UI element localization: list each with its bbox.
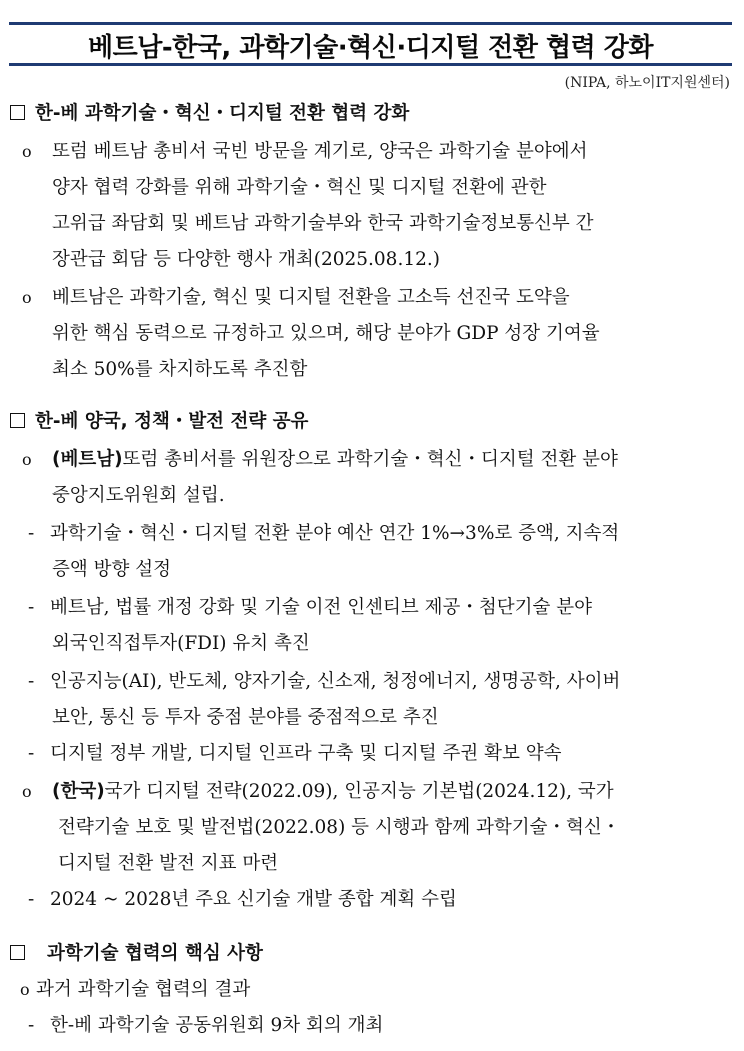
kr-sub1: - 2024 ~ 2028년 주요 신기술 개발 종합 계획 수립 — [28, 889, 457, 910]
vn-sub4-line1: - 디지털 정부 개발, 디지털 인프라 구축 및 디지털 주권 확보 약속 — [28, 743, 562, 764]
circle-bullet-icon: o — [22, 450, 32, 469]
section1-heading: 한-베 과학기술・혁신・디지털 전환 협력 강화 — [35, 103, 410, 124]
vietnam-item-line1: o (베트남)또럼 총비서를 위원장으로 과학기술・혁신・디지털 전환 분야 — [22, 449, 618, 470]
checkbox-icon — [10, 945, 25, 960]
section1-item2-line1: o 베트남은 과학기술, 혁신 및 디지털 전환을 고소득 선진국 도약을 — [22, 287, 570, 308]
circle-bullet-icon: o — [22, 782, 32, 801]
dash-bullet: - — [28, 671, 35, 692]
checkbox-icon — [10, 105, 25, 120]
section1-item1-line3: 고위급 좌담회 및 베트남 과학기술부와 한국 과학기술정보통신부 간 — [52, 213, 594, 234]
section1-heading-row — [10, 102, 409, 126]
dash-bullet: - — [28, 597, 35, 618]
section3-heading: 과학기술 협력의 핵심 사항 — [47, 943, 263, 964]
title-banner — [9, 22, 732, 66]
vn-sub3-line2: 보안, 통신 등 투자 중점 분야를 중점적으로 추진 — [52, 707, 439, 728]
dash-bullet: - — [28, 889, 35, 910]
section1-item1-line1: o 또럼 베트남 총비서 국빈 방문을 계기로, 양국은 과학기술 분야에서 — [22, 141, 588, 162]
section3-sub1: - 한-베 과학기술 공동위원회 9차 회의 개최 — [28, 1015, 384, 1036]
dash-bullet: - — [28, 1015, 35, 1036]
korea-item-line2: 전략기술 보호 및 발전법(2022.08) 등 시행과 함께 과학기술・혁신・ — [58, 817, 621, 838]
korea-label: (한국) — [52, 781, 105, 802]
circle-bullet-icon: o — [22, 142, 32, 161]
circle-bullet-icon: o — [22, 288, 32, 307]
vietnam-item-line2: 중앙지도위원회 설립. — [52, 485, 225, 506]
section3-heading-row — [10, 942, 263, 966]
vn-sub3-line1: - 인공지능(AI), 반도체, 양자기술, 신소재, 청정에너지, 생명공학, 사이버 — [28, 671, 621, 692]
section1-item1-line4: 장관급 회담 등 다양한 행사 개최(2025.08.12.) — [52, 249, 440, 270]
dash-bullet: - — [28, 523, 35, 544]
checkbox-icon — [10, 413, 25, 428]
vietnam-label: (베트남) — [52, 449, 123, 470]
korea-item-line3: 디지털 전환 발전 지표 마련 — [58, 853, 279, 874]
vn-sub2-line1: - 베트남, 법률 개정 강화 및 기술 이전 인센티브 제공・첨단기술 분야 — [28, 597, 592, 618]
source-note: (NIPA, 하노이IT지원센터) — [564, 75, 730, 91]
section1-item1-line2: 양자 협력 강화를 위해 과학기술・혁신 및 디지털 전환에 관한 — [52, 177, 547, 198]
vn-sub2-line2: 외국인직접투자(FDI) 유치 촉진 — [52, 633, 310, 654]
vn-sub1-line2: 증액 방향 설정 — [52, 559, 171, 580]
section1-item2-line3: 최소 50%를 차지하도록 추진함 — [52, 359, 308, 380]
section2-heading-row — [10, 410, 308, 434]
dash-bullet: - — [28, 743, 35, 764]
section2-heading: 한-베 양국, 정책・발전 전략 공유 — [35, 411, 309, 432]
section1-item2-line2: 위한 핵심 동력으로 규정하고 있으며, 해당 분야가 GDP 성장 기여율 — [52, 323, 600, 344]
vn-sub1-line1: - 과학기술・혁신・디지털 전환 분야 예산 연간 1%→3%로 증액, 지속적 — [28, 523, 620, 544]
section3-item1: o 과거 과학기술 협력의 결과 — [20, 979, 251, 1000]
circle-bullet-icon: o — [20, 980, 30, 999]
document-title: 베트남-한국, 과학기술·혁신·디지털 전환 협력 강화 — [88, 33, 653, 63]
korea-item-line1: o (한국)국가 디지털 전략(2022.09), 인공지능 기본법(2024.12), 국가 — [22, 781, 614, 802]
